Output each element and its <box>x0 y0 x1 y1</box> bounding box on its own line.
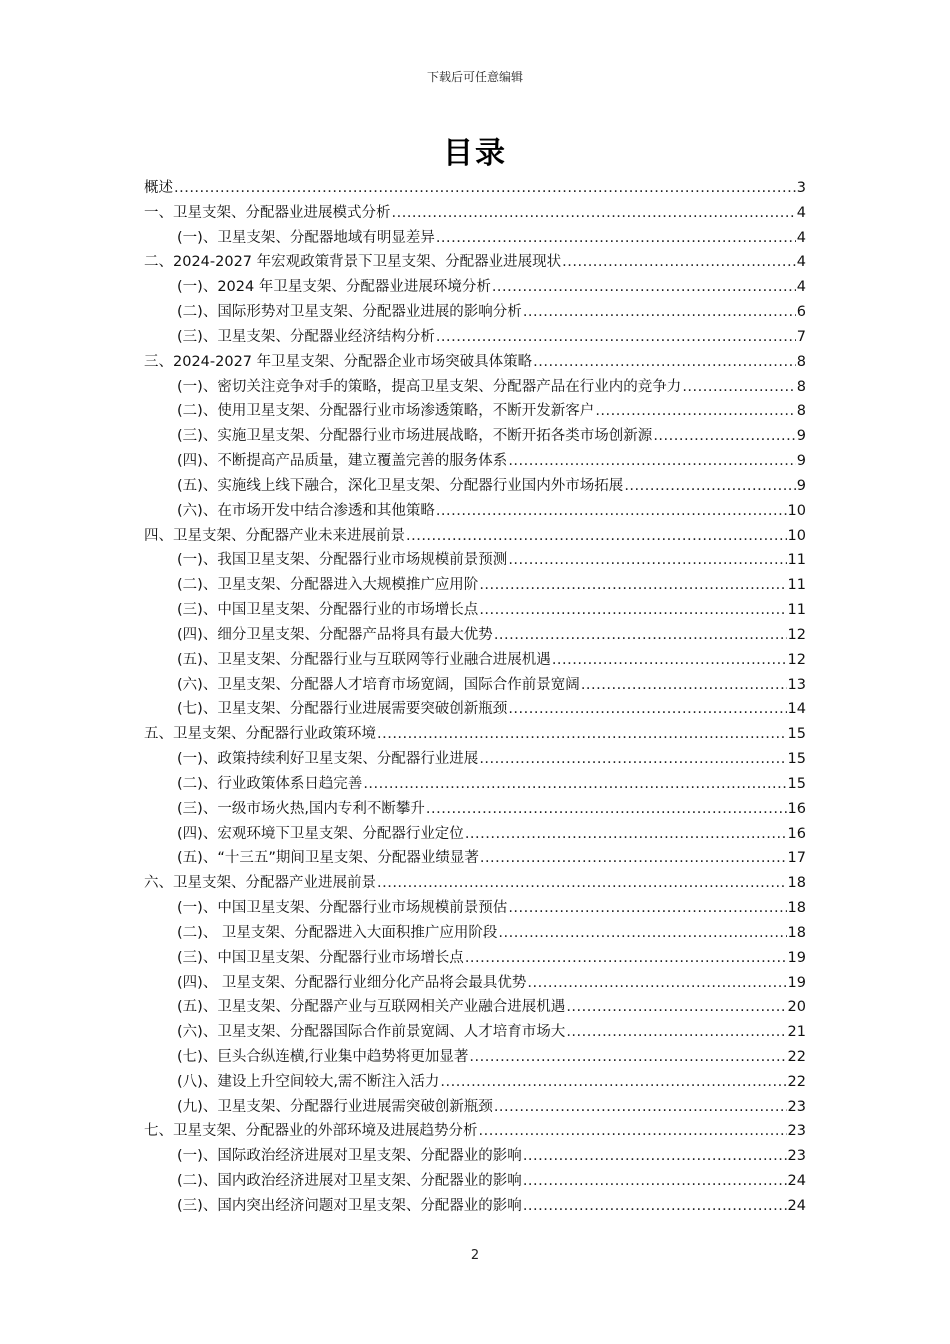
toc-leader-dots <box>469 1045 786 1070</box>
toc-entry[interactable] <box>144 1194 806 1219</box>
toc-leader-dots <box>440 1070 786 1095</box>
toc-entry-page: 4 <box>796 279 806 296</box>
toc-entry[interactable] <box>144 673 806 698</box>
toc-leader-dots <box>523 300 796 325</box>
toc-entry-page: 15 <box>787 751 806 768</box>
toc-entry-title: (四)、不断提高产品质量，建立覆盖完善的服务体系 <box>177 453 508 470</box>
toc-entry[interactable] <box>144 573 806 598</box>
toc-leader-dots <box>533 350 796 375</box>
toc-entry-title: (四)、 卫星支架、分配器行业细分化产品将会最具优势 <box>177 974 527 991</box>
toc-leader-dots <box>552 648 787 673</box>
toc-entry[interactable] <box>144 1119 806 1144</box>
toc-entry-title: (七)、卫星支架、分配器行业进展需要突破创新瓶颈 <box>177 701 508 718</box>
toc-entry-page: 23 <box>787 1148 806 1165</box>
toc-entry-page: 10 <box>787 527 806 544</box>
toc-entry-page: 19 <box>787 974 806 991</box>
toc-entry-page: 17 <box>787 850 806 867</box>
toc-entry[interactable] <box>144 747 806 772</box>
toc-entry-page: 12 <box>787 651 806 668</box>
toc-entry-page: 11 <box>787 602 806 619</box>
toc-leader-dots <box>392 201 796 226</box>
toc-leader-dots <box>436 499 787 524</box>
toc-entry-title: 四、卫星支架、分配器产业未来进展前景 <box>144 527 405 544</box>
toc-entry-title: (二)、使用卫星支架、分配器行业市场渗透策略，不断开发新客户 <box>177 403 595 420</box>
toc-leader-dots <box>508 449 795 474</box>
toc-entry-page: 9 <box>796 428 806 445</box>
toc-entry-page: 13 <box>787 676 806 693</box>
toc-entry-page: 8 <box>796 403 806 420</box>
toc-entry-page: 11 <box>787 577 806 594</box>
toc-entry-title: (八)、建设上升空间较大,需不断注入活力 <box>177 1073 440 1090</box>
toc-entry[interactable] <box>144 449 806 474</box>
table-of-contents <box>144 176 806 1219</box>
toc-leader-dots <box>523 1194 787 1219</box>
toc-leader-dots <box>624 474 795 499</box>
toc-entry-page: 18 <box>787 875 806 892</box>
toc-entry-title: (二)、国际形势对卫星支架、分配器业进展的影响分析 <box>177 304 522 321</box>
toc-leader-dots <box>479 747 786 772</box>
toc-entry-title: (三)、国内突出经济问题对卫星支架、分配器业的影响 <box>177 1197 522 1214</box>
toc-entry[interactable] <box>144 548 806 573</box>
toc-entry[interactable] <box>144 846 806 871</box>
toc-leader-dots <box>508 548 786 573</box>
toc-entry-title: (一)、卫星支架、分配器地域有明显差异 <box>177 229 435 246</box>
toc-entry-page: 15 <box>787 775 806 792</box>
toc-entry-title: (五)、“十三五”期间卫星支架、分配器业绩显著 <box>177 850 479 867</box>
toc-entry[interactable] <box>144 648 806 673</box>
toc-entry-page: 4 <box>796 204 806 221</box>
toc-entry[interactable] <box>144 325 806 350</box>
toc-entry-page: 15 <box>787 726 806 743</box>
toc-entry-title: (六)、在市场开发中结合渗透和其他策略 <box>177 502 435 519</box>
toc-leader-dots <box>581 673 787 698</box>
toc-entry-title: (三)、中国卫星支架、分配器行业的市场增长点 <box>177 602 479 619</box>
toc-entry-page: 6 <box>796 304 806 321</box>
toc-entry[interactable] <box>144 524 806 549</box>
toc-entry-title: (一)、密切关注竞争对手的策略，提高卫星支架、分配器产品在行业内的竞争力 <box>177 378 682 395</box>
toc-entry-page: 23 <box>787 1123 806 1140</box>
toc-entry-page: 4 <box>796 229 806 246</box>
toc-leader-dots <box>436 325 796 350</box>
toc-entry[interactable] <box>144 772 806 797</box>
toc-entry-title: 一、卫星支架、分配器业进展模式分析 <box>144 204 391 221</box>
toc-entry-page: 9 <box>796 453 806 470</box>
toc-leader-dots <box>436 226 796 251</box>
toc-entry[interactable] <box>144 275 806 300</box>
toc-entry[interactable] <box>144 300 806 325</box>
toc-entry-title: (四)、宏观环境下卫星支架、分配器行业定位 <box>177 825 464 842</box>
toc-entry[interactable] <box>144 697 806 722</box>
toc-entry-page: 3 <box>796 180 806 196</box>
toc-entry-title: (三)、实施卫星支架、分配器行业市场进展战略，不断开拓各类市场创新源 <box>177 428 653 445</box>
toc-leader-dots <box>479 1119 787 1144</box>
toc-entry-title: (一)、国际政治经济进展对卫星支架、分配器业的影响 <box>177 1148 522 1165</box>
toc-entry[interactable] <box>144 1070 806 1095</box>
toc-entry-page: 8 <box>796 378 806 395</box>
toc-entry-title: (三)、一级市场火热,国内专利不断攀升 <box>177 800 425 817</box>
toc-entry-title: (一)、政策持续利好卫星支架、分配器行业进展 <box>177 751 479 768</box>
toc-entry-page: 16 <box>787 800 806 817</box>
page-number: 2 <box>470 1248 480 1263</box>
toc-entry-title: (二)、 卫星支架、分配器进入大面积推广应用阶段 <box>177 924 498 941</box>
toc-entry-title: 五、卫星支架、分配器行业政策环境 <box>144 726 376 743</box>
toc-entry-page: 8 <box>796 353 806 370</box>
toc-entry-page: 16 <box>787 825 806 842</box>
toc-entry-title: (五)、卫星支架、分配器行业与互联网等行业融合进展机遇 <box>177 651 551 668</box>
toc-entry-page: 11 <box>787 552 806 569</box>
toc-entry[interactable] <box>144 499 806 524</box>
toc-entry-title: (五)、卫星支架、分配器产业与互联网相关产业融合进展机遇 <box>177 999 566 1016</box>
toc-entry[interactable] <box>144 226 806 251</box>
toc-entry[interactable] <box>144 946 806 971</box>
toc-entry[interactable] <box>144 1020 806 1045</box>
toc-leader-dots <box>523 1169 787 1194</box>
toc-entry-page: 18 <box>787 924 806 941</box>
toc-entry[interactable] <box>144 797 806 822</box>
toc-entry-title: (二)、行业政策体系日趋完善 <box>177 775 363 792</box>
toc-leader-dots <box>363 772 786 797</box>
toc-leader-dots <box>492 275 796 300</box>
toc-entry-page: 18 <box>787 900 806 917</box>
toc-leader-dots <box>653 424 795 449</box>
toc-entry[interactable] <box>144 350 806 375</box>
header-note: 下载后可任意编辑 <box>426 70 523 84</box>
toc-entry-page: 22 <box>787 1073 806 1090</box>
toc-entry-title: (一)、中国卫星支架、分配器行业市场规模前景预估 <box>177 900 508 917</box>
toc-entry-page: 4 <box>796 254 806 271</box>
toc-leader-dots <box>480 846 787 871</box>
toc-entry-page: 20 <box>787 999 806 1016</box>
toc-entry-title: (三)、卫星支架、分配器业经济结构分析 <box>177 328 435 345</box>
toc-entry-page: 22 <box>787 1048 806 1065</box>
toc-entry[interactable] <box>144 995 806 1020</box>
toc-entry-title: (五)、实施线上线下融合，深化卫星支架、分配器行业国内外市场拓展 <box>177 477 624 494</box>
toc-leader-dots <box>494 1095 787 1120</box>
toc-entry[interactable] <box>144 598 806 623</box>
toc-leader-dots <box>465 946 787 971</box>
toc-entry-page: 9 <box>796 477 806 494</box>
toc-leader-dots <box>508 697 786 722</box>
toc-entry-title: 三、2024-2027 年卫星支架、分配器企业市场突破具体策略 <box>144 353 533 370</box>
toc-entry-page: 23 <box>787 1098 806 1115</box>
toc-leader-dots <box>498 921 786 946</box>
toc-entry[interactable] <box>144 971 806 996</box>
toc-leader-dots <box>562 250 796 275</box>
toc-entry-title: 六、卫星支架、分配器产业进展前景 <box>144 875 376 892</box>
toc-entry[interactable] <box>144 424 806 449</box>
toc-entry-page: 24 <box>787 1197 806 1214</box>
toc-entry-page: 24 <box>787 1173 806 1190</box>
toc-entry[interactable] <box>144 896 806 921</box>
toc-entry[interactable] <box>144 722 806 747</box>
toc-entry-title: (二)、国内政治经济进展对卫星支架、分配器业的影响 <box>177 1173 522 1190</box>
toc-entry[interactable] <box>144 201 806 226</box>
toc-entry-title: (六)、卫星支架、分配器国际合作前景宽阔、人才培育市场大 <box>177 1024 566 1041</box>
toc-leader-dots <box>479 573 786 598</box>
toc-entry-page: 21 <box>787 1024 806 1041</box>
toc-entry-page: 12 <box>787 626 806 643</box>
toc-entry-title: (一)、我国卫星支架、分配器行业市场规模前景预测 <box>177 552 508 569</box>
toc-entry-title: (二)、卫星支架、分配器进入大规模推广应用阶 <box>177 577 479 594</box>
toc-entry[interactable] <box>144 250 806 275</box>
toc-leader-dots <box>523 1144 787 1169</box>
toc-entry-page: 14 <box>787 701 806 718</box>
toc-entry[interactable] <box>144 623 806 648</box>
toc-entry[interactable] <box>144 399 806 424</box>
toc-entry[interactable] <box>144 375 806 400</box>
toc-entry-title: (一)、2024 年卫星支架、分配器业进展环境分析 <box>177 279 491 296</box>
toc-entry[interactable] <box>144 176 806 201</box>
toc-entry-title: (九)、卫星支架、分配器行业进展需突破创新瓶颈 <box>177 1098 493 1115</box>
toc-entry-title: (三)、中国卫星支架、分配器行业市场增长点 <box>177 949 464 966</box>
toc-entry-page: 7 <box>796 328 806 345</box>
toc-entry-page: 19 <box>787 949 806 966</box>
toc-entry[interactable] <box>144 1095 806 1120</box>
toc-leader-dots <box>527 971 786 996</box>
toc-leader-dots <box>406 524 787 549</box>
toc-leader-dots <box>508 896 786 921</box>
toc-leader-dots <box>595 399 795 424</box>
toc-leader-dots <box>566 995 786 1020</box>
toc-leader-dots <box>494 623 787 648</box>
toc-entry-page: 10 <box>787 502 806 519</box>
toc-entry-title: (六)、卫星支架、分配器人才培育市场宽阔，国际合作前景宽阔 <box>177 676 580 693</box>
toc-leader-dots <box>377 722 787 747</box>
toc-title: 目录 <box>443 136 507 171</box>
toc-entry-title: 概述 <box>144 180 173 196</box>
toc-leader-dots <box>377 871 787 896</box>
toc-entry-title: (四)、细分卫星支架、分配器产品将具有最大优势 <box>177 626 493 643</box>
toc-entry[interactable] <box>144 1169 806 1194</box>
toc-entry-title: (七)、巨头合纵连横,行业集中趋势将更加显著 <box>177 1048 469 1065</box>
toc-entry[interactable] <box>144 921 806 946</box>
toc-leader-dots <box>479 598 786 623</box>
toc-leader-dots <box>174 176 796 201</box>
toc-leader-dots <box>465 822 787 847</box>
toc-entry[interactable] <box>144 1045 806 1070</box>
toc-leader-dots <box>566 1020 786 1045</box>
toc-entry[interactable] <box>144 474 806 499</box>
toc-leader-dots <box>426 797 787 822</box>
toc-entry[interactable] <box>144 1144 806 1169</box>
toc-leader-dots <box>682 375 795 400</box>
toc-entry[interactable] <box>144 871 806 896</box>
toc-entry[interactable] <box>144 822 806 847</box>
toc-entry-title: 七、卫星支架、分配器业的外部环境及进展趋势分析 <box>144 1123 478 1140</box>
toc-entry-title: 二、2024-2027 年宏观政策背景下卫星支架、分配器业进展现状 <box>144 254 562 271</box>
